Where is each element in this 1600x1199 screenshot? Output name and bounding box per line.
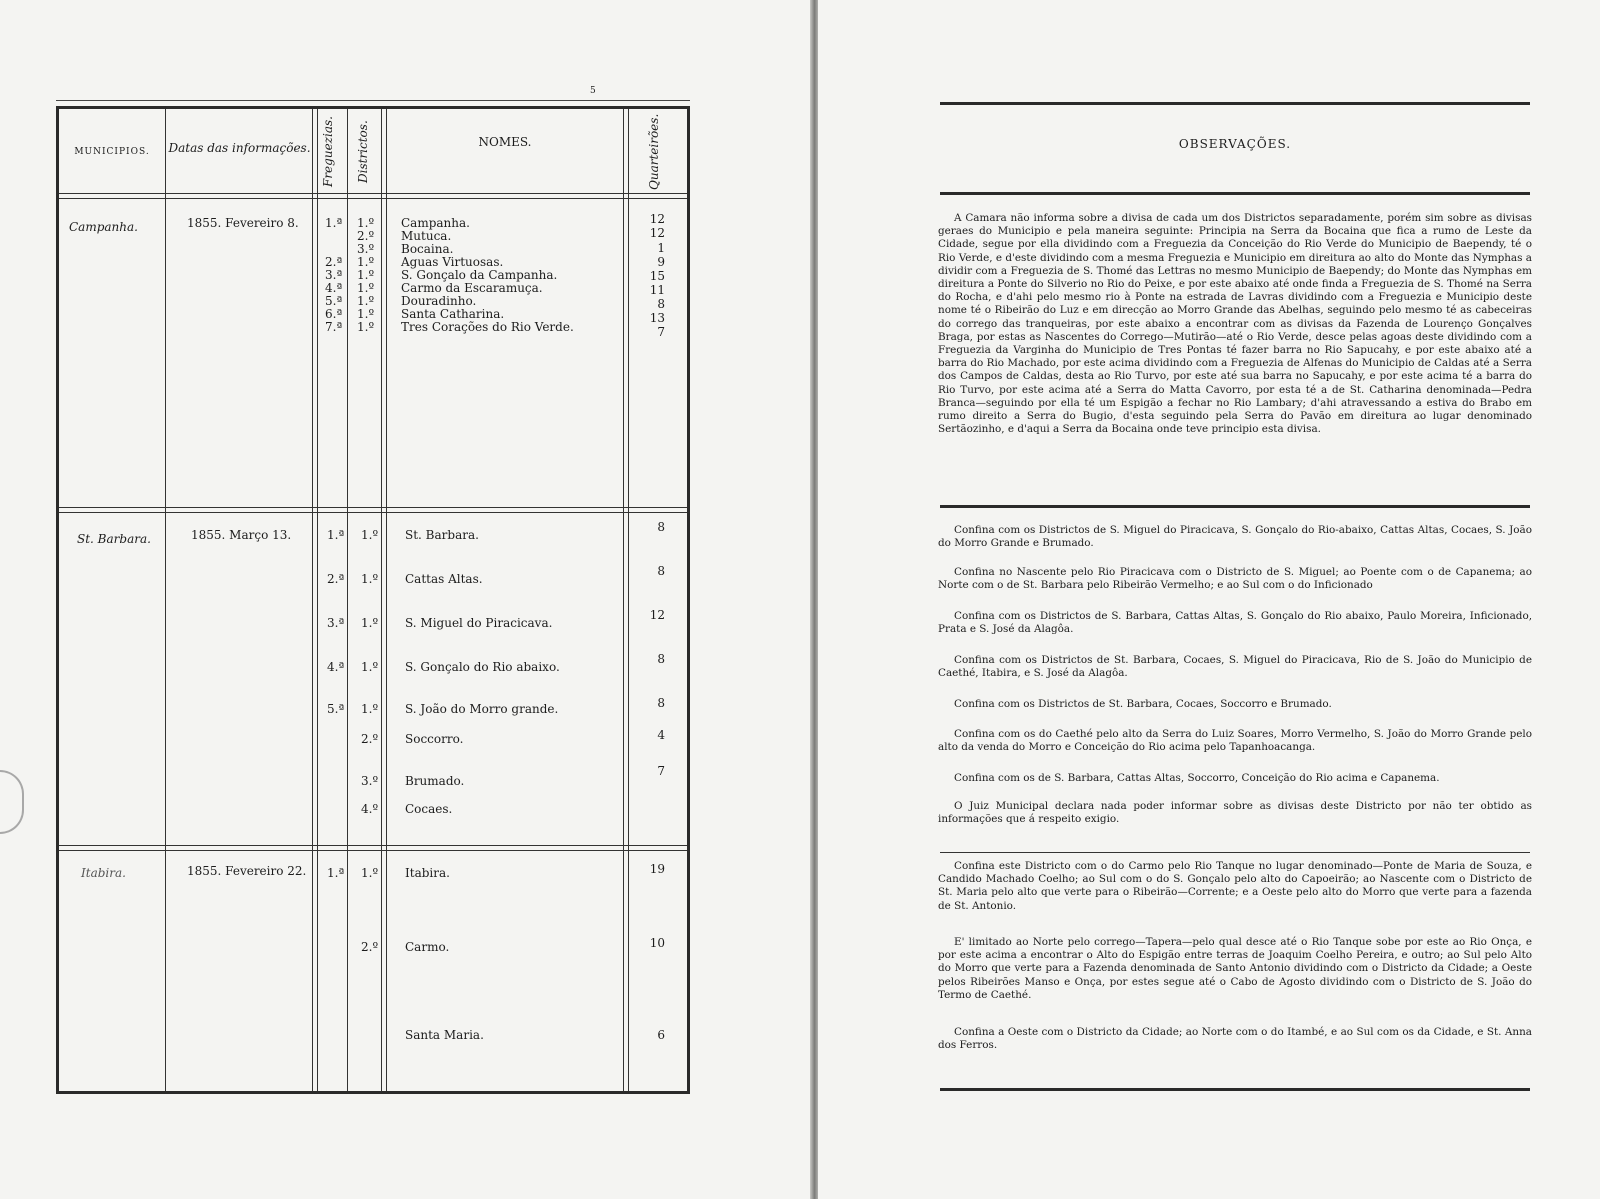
header-districtos: Districtos. [356, 120, 370, 184]
quarteiroes: 8 [657, 297, 665, 311]
obs-itabira-2: E' limitado ao Norte pelo corrego—Tapera—pelo qual desce até o Rio Tanque sobe por este ao Rio Onça, e por este acima a encontrar o Alto do Espigão entre terras de Joaquim Coelho Pereira, e outro; ao Sul pelo Alto do Morro que verte para a Fazenda denominada de Santo Antonio dividindo com o Districto da Cidade; a Oeste pelos Ribeirões Manso e Onça, por estes segue até o Cabo de Agosto dividindo com o Districto de S. João do Termo de Caethé. [938, 936, 1532, 1001]
districto: 1.º [361, 572, 379, 586]
districto: 1.º [361, 528, 379, 542]
quarteiroes: 12 [649, 608, 665, 622]
quarteiroes: 11 [649, 283, 665, 297]
col-divider [347, 109, 348, 1091]
municipio-name: Itabira. [81, 866, 126, 880]
obs-header-rule [940, 192, 1530, 195]
freguezia: 2.ª [325, 255, 343, 269]
obs-campanha: A Camara não informa sobre a divisa de cada um dos Districtos separadamente, porém sim sobre as divisas geraes do Municipio e pela maneira seguinte: Principia na Serra da Bocaina que fica a rumo de Leste da Cidade, segue por ella dividindo com a Freguezia da Conceição do Rio Verde do Municipio de Baependy, té o Rio Verde, e d'este dividindo com a mesma Freguezia e Municipio em direitura ao alto do Monte das Nymphas a dividir com a Freguezia de S. Thomé das Lettras no mesmo Municipio de Baependy; do Monte das Nymphas em direitura a Ponte do Silverio no Rio do Peixe, e por este abaixo até onde finda a Freguezia de S. Thomé na Serra do Rocha, e d'ahi pelo mesmo rio à Ponte na estrada de Lavras dividindo com a Freguezia e Municipio deste nome té o Ribeirão do Luz e em direcção ao Morro Grande das Abelhas, seguindo pelo mesmo té as cabeceiras do corrego das tranqueiras, por este abaixo a encontrar com as divisas da Fazenda de Lourenço Gonçalves Braga, por estas as Nascentes do Corrego—Mutirão—até o Rio Verde, desce pelas agoas deste dividindo com a Freguezia da Varginha do Municipio de Tres Pontas té fazer barra no Rio Sapucahy, e por este abaixo até a barra do Rio Machado, por este acima dividindo com a Freguezia de Alfenas do Municipio de Caldas até a Serra dos Campos de Caldas, desta ao Rio Turvo, por este até sua barra no Sapucahy, e por este acima té a barra do Rio Turvo, por este acima até a Serra do Matta Cavorro, por esta té a de St. Catharina denominada—Pedra Branca—seguindo por ella té um Espigão a fechar no Rio Lambary; d'ahi atravessando a estiva do Brabo em rumo direito a Serra do Bugio, d'esta seguindo pela Serra do Pavão em direitura ao lugar denominado Sertãozinho, e d'aqui a Serra da Bocaina onde teve principio esta divisa. [938, 212, 1532, 436]
obs-barbara-4: Confina com os Districtos de St. Barbara, Cocaes, S. Miguel do Piracicava, Rio de S. João do Municipio de Caethé, Itabira, e S. José da Alagôa. [938, 654, 1532, 680]
nome: Douradinho. [401, 294, 477, 308]
header-quarteiroes: Quarteirões. [647, 113, 661, 191]
section-rule [59, 845, 687, 851]
quarteiroes: 4 [657, 728, 665, 742]
nome: Aguas Virtuosas. [401, 255, 504, 269]
page-number: 5 [590, 86, 596, 96]
municipios-table [56, 106, 690, 1094]
obs-section-rule [940, 852, 1530, 853]
quarteiroes: 9 [657, 255, 665, 269]
districto: 1.º [357, 281, 375, 295]
obs-barbara-1: Confina com os Districtos de S. Miguel do Piracicava, S. Gonçalo do Rio-abaixo, Cattas Altas, Cocaes, S. João do Morro Grande e Brumado. [938, 524, 1532, 550]
freguezia: 4.ª [325, 281, 343, 295]
freguezia: 7.ª [325, 320, 343, 334]
nome: Carmo da Escaramuça. [401, 281, 543, 295]
municipio-date: 1855. Fevereiro 8. [187, 216, 299, 230]
quarteiroes: 8 [657, 696, 665, 710]
obs-barbara-6: Confina com os do Caethé pelo alto da Serra do Luiz Soares, Morro Vermelho, S. João do Morro Grande pelo alto da venda do Morro e Conceição do Rio acima pelo Tapanhoacanga. [938, 728, 1532, 754]
districto: 4.º [361, 802, 379, 816]
col-divider [381, 109, 387, 1091]
districto: 3.º [361, 774, 379, 788]
header-freguezias: Freguezias. [321, 116, 335, 188]
obs-section-rule [940, 505, 1530, 508]
quarteiroes: 13 [649, 311, 665, 325]
quarteiroes: 12 [649, 226, 665, 240]
obs-bottom-rule [940, 1088, 1530, 1091]
districto: 2.º [357, 229, 375, 243]
nome: Bocaina. [401, 242, 454, 256]
header-rule [59, 193, 687, 199]
nome: S. Miguel do Piracicava. [405, 616, 553, 630]
quarteiroes: 12 [649, 212, 665, 226]
quarteiroes: 7 [657, 325, 665, 339]
obs-itabira-3: Confina a Oeste com o Districto da Cidade; ao Norte com o do Itambé, e ao Sul com os da Cidade, e St. Anna dos Ferros. [938, 1026, 1532, 1052]
obs-barbara-7: Confina com os de S. Barbara, Cattas Altas, Soccorro, Conceição do Rio acima e Capanema. [954, 772, 1440, 784]
districto: 1.º [357, 294, 375, 308]
quarteiroes: 8 [657, 520, 665, 534]
districto: 1.º [357, 216, 375, 230]
nome: S. João do Morro grande. [405, 702, 559, 716]
municipio-date: 1855. Março 13. [191, 528, 292, 542]
districto: 1.º [361, 616, 379, 630]
districto: 1.º [357, 255, 375, 269]
header-nomes: NOMES. [478, 135, 532, 149]
nome: Santa Maria. [405, 1028, 484, 1042]
freguezia: 5.ª [327, 702, 345, 716]
nome: Tres Corações do Rio Verde. [401, 320, 574, 334]
municipio-date: 1855. Fevereiro 22. [187, 864, 307, 878]
freguezia: 1.ª [327, 528, 345, 542]
municipio-name: St. Barbara. [77, 532, 151, 546]
freguezia: 1.ª [325, 216, 343, 230]
col-divider [312, 109, 318, 1091]
nome: Itabira. [405, 866, 450, 880]
quarteiroes: 1 [657, 241, 665, 255]
obs-barbara-3: Confina com os Districtos de S. Barbara, Cattas Altas, S. Gonçalo do Rio abaixo, Paulo Moreira, Inficionado, Prata e S. José da Alagôa. [938, 610, 1532, 636]
nome: St. Barbara. [405, 528, 479, 542]
quarteiroes: 19 [649, 862, 665, 876]
districto: 1.º [357, 307, 375, 321]
nome: S. Gonçalo da Campanha. [401, 268, 558, 282]
nome: Brumado. [405, 774, 465, 788]
freguezia: 3.ª [327, 616, 345, 630]
districto: 1.º [361, 660, 379, 674]
obs-barbara-2: Confina no Nascente pelo Rio Piracicava com o Districto de S. Miguel; ao Poente com o de Capanema; ao Norte com o de St. Barbara pelo Ribeirão Vermelho; e ao Sul com o do Inficionado [938, 566, 1532, 592]
quarteiroes: 8 [657, 652, 665, 666]
nome: Santa Catharina. [401, 307, 505, 321]
freguezia: 1.ª [327, 866, 345, 880]
districto: 1.º [361, 866, 379, 880]
nome: Soccorro. [405, 732, 464, 746]
quarteiroes: 15 [649, 269, 665, 283]
header-datas: Datas das informações. [168, 141, 311, 155]
quarteiroes: 7 [657, 764, 665, 778]
nome: Campanha. [401, 216, 470, 230]
nome: Mutuca. [401, 229, 452, 243]
obs-barbara-5: Confina com os Districtos de St. Barbara, Cocaes, Soccorro e Brumado. [954, 698, 1332, 710]
nome: Carmo. [405, 940, 450, 954]
header-municipios: MUNICIPIOS. [74, 147, 150, 157]
districto: 2.º [361, 732, 379, 746]
districto: 1.º [361, 702, 379, 716]
freguezia: 6.ª [325, 307, 343, 321]
districto: 1.º [357, 320, 375, 334]
section-rule [59, 507, 687, 513]
nome: Cocaes. [405, 802, 453, 816]
districto: 1.º [357, 268, 375, 282]
col-divider [623, 109, 629, 1091]
quarteiroes: 8 [657, 564, 665, 578]
districto: 2.º [361, 940, 379, 954]
freguezia: 3.ª [325, 268, 343, 282]
freguezia: 5.ª [325, 294, 343, 308]
quarteiroes: 6 [657, 1028, 665, 1042]
col-divider [165, 109, 166, 1091]
observacoes-title: OBSERVAÇÕES. [1178, 137, 1292, 151]
nome: Cattas Altas. [405, 572, 483, 586]
municipio-name: Campanha. [69, 220, 138, 234]
freguezia: 4.ª [327, 660, 345, 674]
table-top-rule [56, 100, 690, 101]
obs-top-rule [940, 102, 1530, 105]
districto: 3.º [357, 242, 375, 256]
quarteiroes: 10 [649, 936, 665, 950]
obs-barbara-8: O Juiz Municipal declara nada poder informar sobre as divisas deste Districto por não ter obtido as informações que á respeito exigio. [938, 800, 1532, 826]
nome: S. Gonçalo do Rio abaixo. [405, 660, 560, 674]
freguezia: 2.ª [327, 572, 345, 586]
obs-itabira-1: Confina este Districto com o do Carmo pelo Rio Tanque no lugar denominado—Ponte de Maria de Souza, e Candido Machado Coelho; ao Sul com o do S. Gonçalo pelo alto do Capoeirão; ao Nascente com o Districto de St. Maria pelo alto que verte para o Ribeirão—Corrente; e a Oeste pelo alto do Morro que verte para a fazenda de St. Antonio. [938, 860, 1532, 912]
right-page [818, 0, 1600, 1199]
